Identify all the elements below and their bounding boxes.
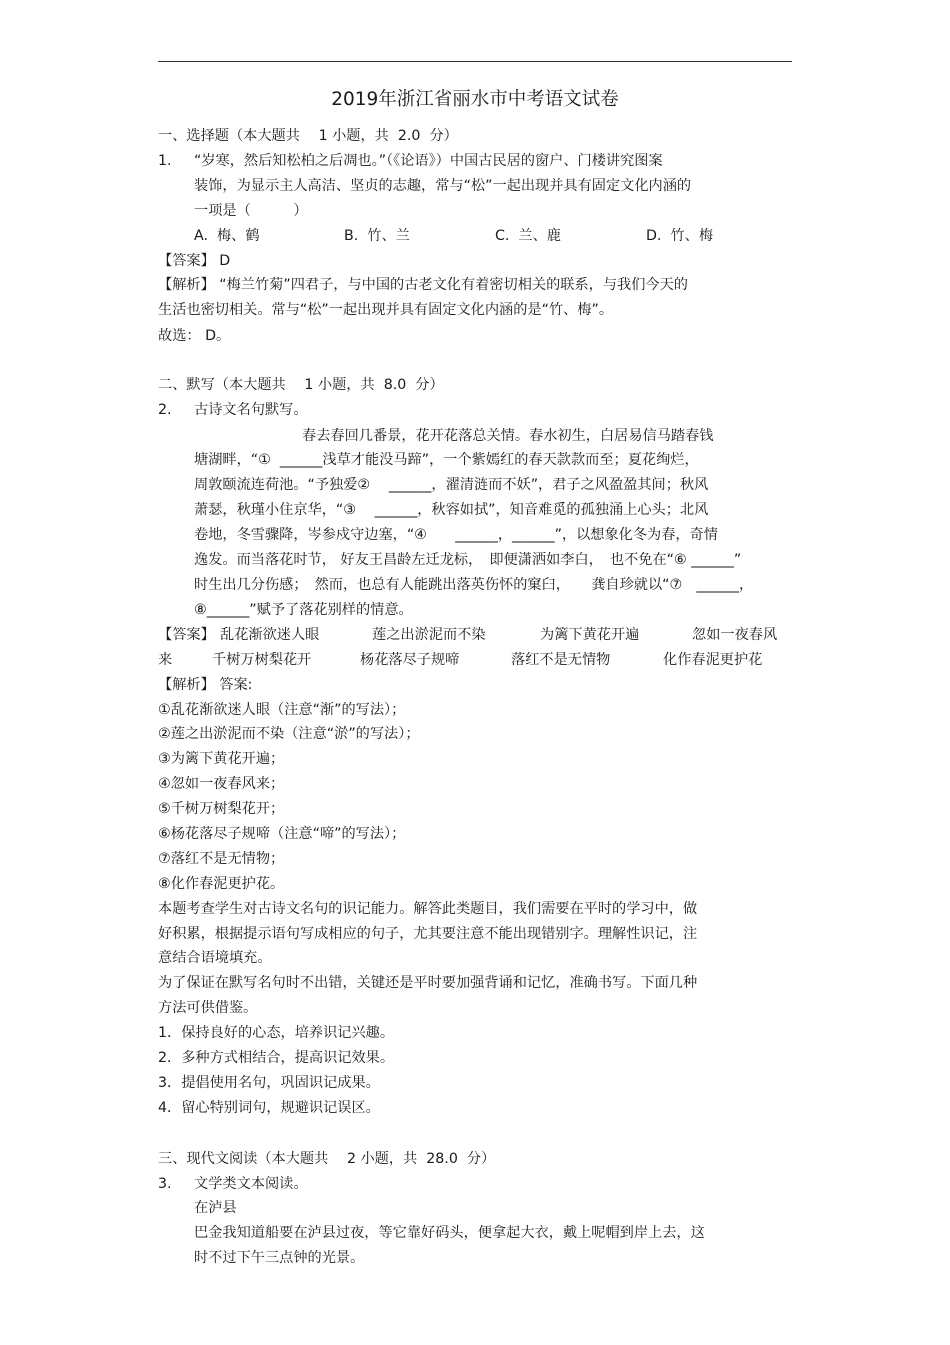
q2-analysis-label: 【解析】 答案:: [158, 677, 253, 693]
q2-para-1-line-1: 本题考查学生对古诗文名句的识记能力。解答此类题目，我们需要在平时的学习中，做: [158, 901, 698, 917]
q1-analysis-line-1: 【解析】 “梅兰竹菊”四君子，与中国的古老文化有着密切相关的联系，与我们今天的: [158, 277, 688, 293]
q2-analysis-item: ①乱花渐欲迷人眼（注意“渐”的写法）；: [158, 702, 406, 718]
q2-passage-line-8: ⑧______”赋予了落花别样的情意。: [194, 602, 413, 618]
q1-option-c: C. 兰、鹿: [495, 228, 561, 244]
q2-para-2-line-1: 为了保证在默写名句时不出错，关键还是平时要加强背诵和记忆，准确书写。下面几种: [158, 975, 698, 991]
top-rule: [158, 61, 792, 62]
article-title: 在泸县: [194, 1200, 237, 1216]
q2-passage-line-4: 萧瑟，秋瑾小住京华，“③ ______，秋容如拭”，知音难觅的孤独涌上心头；北风: [194, 502, 709, 518]
q2-analysis-item: ②莲之出淤泥而不染（注意“淤”的写法）；: [158, 726, 420, 742]
q2-answer-item: 乱花渐欲迷人眼: [220, 627, 320, 643]
q1-text-line-3: 一项是（ ）: [194, 203, 308, 219]
q2-passage-line-5: 卷地，冬雪骤降，岑参戍守边塞，“④ ______，______”，以想象化冬为春，奇情: [194, 527, 718, 543]
q2-analysis-item: ⑤千树万树梨花开；: [158, 801, 285, 817]
q1-text-line-1: “岁寒，然后知松柏之后凋也。”（《论语》）中国古民居的窗户、门楼讲究图案: [194, 153, 663, 169]
q2-answer-item: 忽如一夜春风: [692, 627, 778, 643]
q2-title: 古诗文名句默写。: [194, 402, 308, 418]
article-line-1: 巴金我知道船要在泸县过夜，等它靠好码头，便拿起大衣，戴上呢帽到岸上去，这: [194, 1225, 705, 1241]
q2-answer-item: 落红不是无情物: [511, 652, 611, 668]
page-title: 2019年浙江省丽水市中考语文试卷: [331, 89, 619, 110]
q2-answer-item: 为篱下黄花开遍: [540, 627, 640, 643]
q2-passage-line-3: 周敦颐流连荷池。“予独爱② ______，濯清涟而不妖”，君子之风盈盈其间；秋风: [194, 477, 709, 493]
q2-analysis-item: ⑥杨花落尽子规啼（注意“啼”的写法）；: [158, 826, 406, 842]
q2-answer-item: 莲之出淤泥而不染: [372, 627, 486, 643]
q1-option-d: D. 竹、梅: [646, 228, 714, 244]
q2-passage-line-7: 时生出几分伤感； 然而，也总有人能跳出落英伤怀的窠臼， 龚自珍就以“⑦ ______，: [194, 577, 754, 593]
q2-answer-label: 【答案】: [158, 627, 215, 643]
q2-para-2-line-2: 方法可供借鉴。: [158, 1000, 258, 1016]
article-line-2: 时不过下午三点钟的光景。: [194, 1250, 365, 1266]
q3-number: 3.: [158, 1176, 172, 1192]
section-3-header: 三、现代文阅读（本大题共 2 小题，共 28.0 分）: [158, 1151, 496, 1167]
q1-text-line-2: 装饰，为显示主人高洁、坚贞的志趣，常与“松”一起出现并具有固定文化内涵的: [194, 178, 692, 194]
q3-title: 文学类文本阅读。: [194, 1176, 308, 1192]
q1-analysis-line-2: 生活也密切相关。常与“松”一起出现并具有固定文化内涵的是“竹、梅”。: [158, 302, 614, 318]
q1-option-b: B. 竹、兰: [344, 228, 410, 244]
q2-answer-item: 杨花落尽子规啼: [360, 652, 460, 668]
q2-passage-line-1: 春去春回几番景，花开花落总关情。春水初生，白居易信马踏春钱: [302, 428, 714, 444]
q2-answer-item: 千树万树梨花开: [212, 652, 312, 668]
q2-para-1-line-3: 意结合语境填充。: [158, 950, 272, 966]
q2-passage-line-6: 逸发。而当落花时节， 好友王昌龄左迁龙标， 即便潇洒如李白， 也不免在“⑥ ______”: [194, 552, 742, 568]
q1-choice: 故选： D。: [158, 328, 231, 344]
q2-number: 2.: [158, 402, 172, 418]
q2-para-1-line-2: 好积累，根据提示语句写成相应的句子，尤其要注意不能出现错别字。理解性识记，注: [158, 926, 698, 942]
q2-analysis-item: ⑦落红不是无情物；: [158, 851, 285, 867]
q2-method-item: 2．多种方式相结合，提高识记效果。: [158, 1050, 395, 1066]
q2-analysis-item: ④忽如一夜春风来；: [158, 776, 285, 792]
q2-method-item: 3．提倡使用名句，巩固识记成果。: [158, 1075, 380, 1091]
q2-analysis-item: ⑧化作春泥更护花。: [158, 876, 285, 892]
section-2-header: 二、默写（本大题共 1 小题，共 8.0 分）: [158, 377, 444, 393]
q2-answer-item: 化作春泥更护花: [663, 652, 763, 668]
q2-passage-line-2: 塘湖畔，“① ______浅草才能没马蹄”，一个紫嫣红的春天款款而至；夏花绚烂，: [194, 452, 699, 468]
q2-analysis-item: ③为篱下黄花开遍；: [158, 751, 285, 767]
q2-answer-item: 来: [158, 652, 173, 668]
q1-option-a: A. 梅、鹤: [194, 228, 260, 244]
q1-answer: 【答案】 D: [158, 253, 231, 269]
q2-method-item: 4．留心特别词句，规避识记误区。: [158, 1100, 380, 1116]
q2-method-item: 1．保持良好的心态，培养识记兴趣。: [158, 1025, 395, 1041]
q1-number: 1.: [158, 153, 172, 169]
section-1-header: 一、选择题（本大题共 1 小题，共 2.0 分）: [158, 128, 458, 144]
